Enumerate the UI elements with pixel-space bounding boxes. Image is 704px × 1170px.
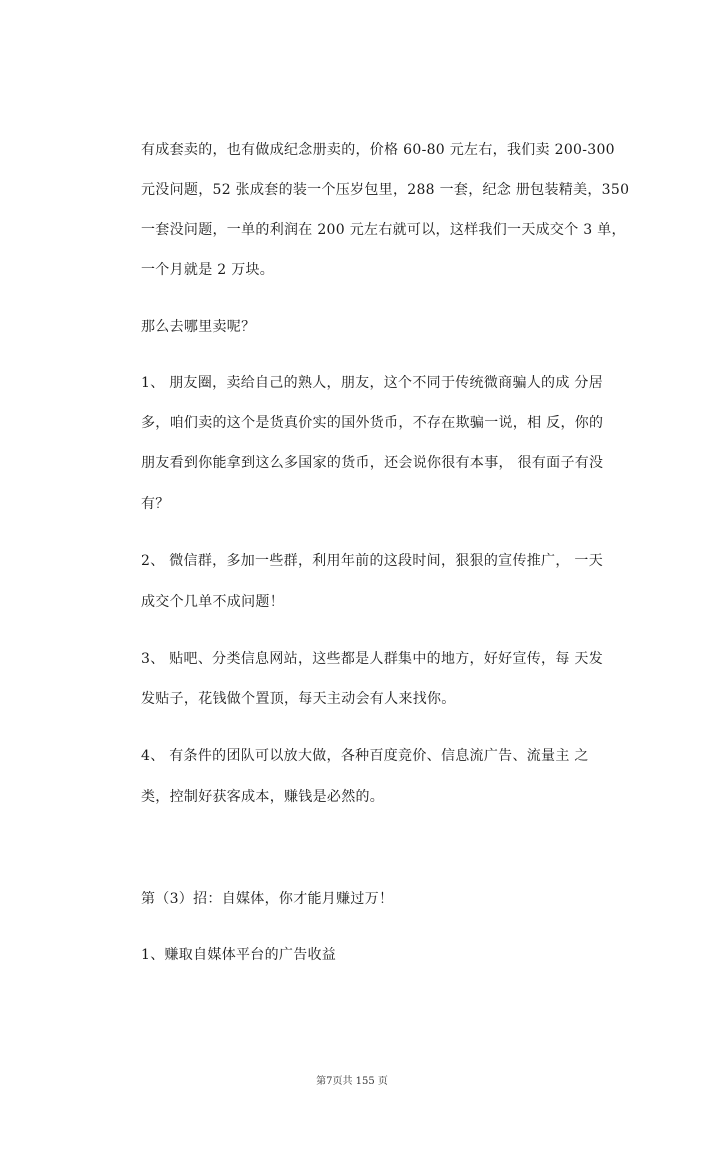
text-line: 元没问题，52 张成套的装一个压岁包里，288 一套，纪念 册包装精美，350 (141, 182, 630, 198)
text-line: 一套没问题，一单的利润在 200 元左右就可以，这样我们一天成交个 3 单， (141, 222, 626, 238)
list-item-1: 1、 朋友圈，卖给自己的熟人，朋友，这个不同于传统微商骗人的成 分居 (141, 375, 604, 391)
list-item-2: 2、 微信群，多加一些群，利用年前的这段时间，狠狠的宣传推广， 一天 (141, 553, 604, 569)
text-line: 朋友看到你能拿到这么多国家的货币，还会说你很有本事， 很有面子有没 (141, 455, 604, 471)
text-line: 多，咱们卖的这个是货真价实的国外货币，不存在欺骗一说，相 反，你的 (141, 415, 604, 431)
section-question: 那么去哪里卖呢？ (141, 319, 256, 335)
section-heading: 第（3）招：自媒体，你才能月赚过万！ (141, 891, 394, 907)
list-item-3: 3、 贴吧、分类信息网站，这些都是人群集中的地方，好好宣传，每 天发 (141, 651, 604, 667)
text-line: 成交个几单不成问题！ (141, 594, 284, 610)
text-line: 一个月就是 2 万块。 (141, 262, 275, 278)
text-line: 有成套卖的，也有做成纪念册卖的，价格 60-80 元左右，我们卖 200-300 (141, 142, 615, 158)
text-line: 发贴子，花钱做个置顶，每天主动会有人来找你。 (141, 691, 456, 707)
page-footer: 第7页共 155 页 (316, 1076, 388, 1087)
list-item-4: 4、 有条件的团队可以放大做，各种百度竞价、信息流广告、流量主 之 (141, 748, 589, 764)
text-line: 有？ (141, 496, 170, 512)
subsection-heading: 1、赚取自媒体平台的广告收益 (141, 947, 337, 963)
text-line: 类，控制好获客成本，赚钱是必然的。 (141, 789, 385, 805)
